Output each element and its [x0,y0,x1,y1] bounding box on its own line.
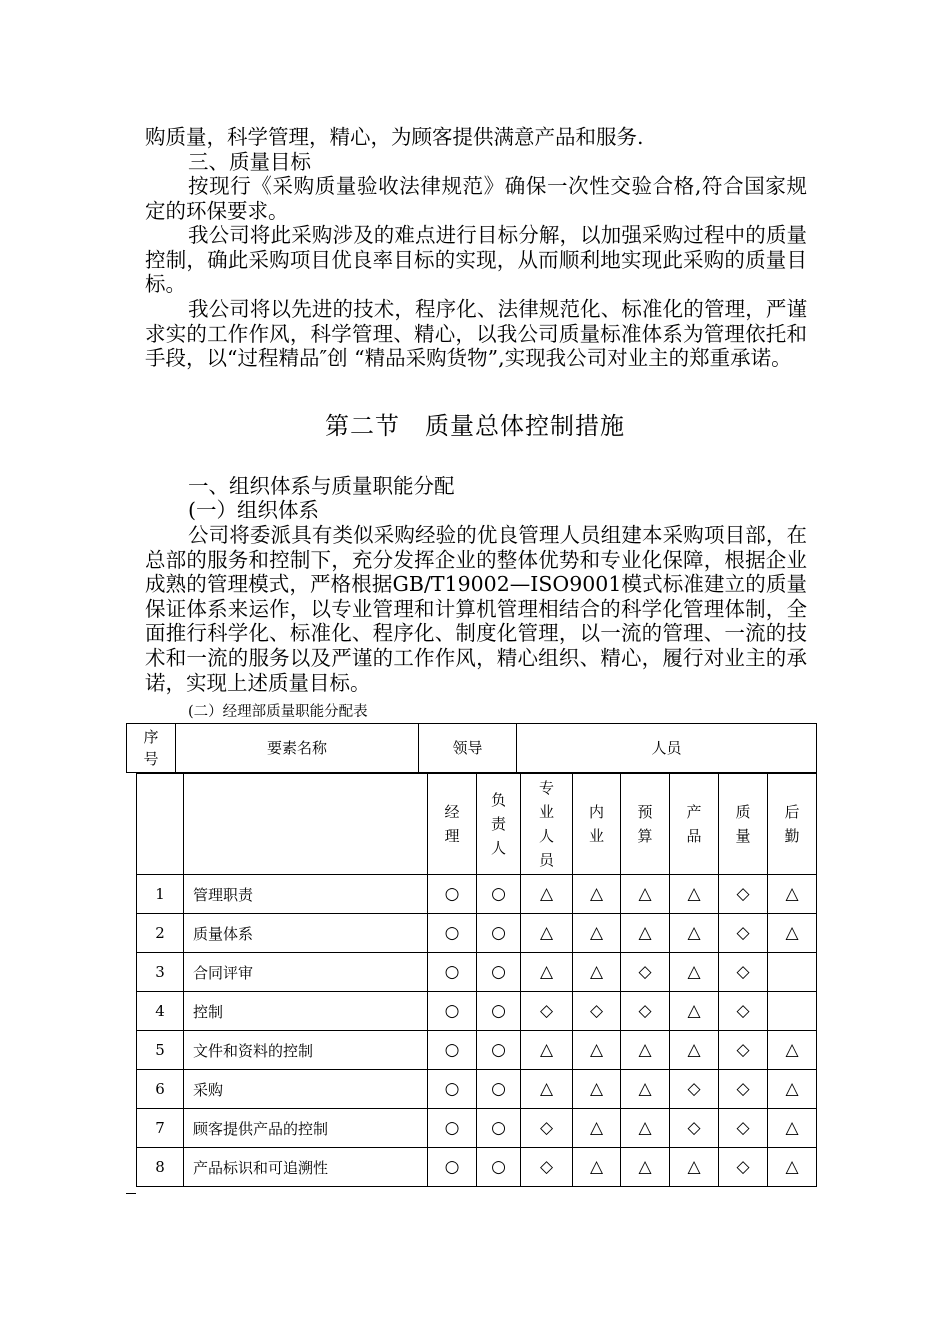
table-row [137,914,817,953]
row-number: 2 [137,914,184,953]
column-header: 预算 [621,774,670,875]
responsibility-mark: △ [768,1070,817,1109]
responsibility-mark: △ [521,953,573,992]
table-row [137,1148,817,1187]
table-row [137,953,817,992]
responsibility-mark: ◇ [719,1070,768,1109]
responsibility-mark: △ [621,1148,670,1187]
row-number: 3 [137,953,184,992]
responsibility-mark: △ [521,875,573,914]
header-staff: 人员 [517,724,817,773]
row-number: 7 [137,1109,184,1148]
responsibility-mark: △ [670,953,719,992]
column-header-row [137,774,817,875]
column-header: 经理 [428,774,477,875]
empty-cell [184,774,428,875]
header-name: 要素名称 [176,724,419,773]
column-header: 质量 [719,774,768,875]
table-group-header [126,723,817,773]
responsibility-mark: ◇ [670,1109,719,1148]
responsibility-mark: ◇ [719,1148,768,1187]
row-number: 5 [137,1031,184,1070]
responsibility-mark: △ [621,1109,670,1148]
heading-org-system: 一、组织体系与质量职能分配 [188,474,455,498]
responsibility-mark: ○ [477,992,521,1031]
responsibility-mark: △ [670,992,719,1031]
row-number: 4 [137,992,184,1031]
element-name: 文件和资料的控制 [184,1031,428,1070]
element-name: 管理职责 [184,875,428,914]
responsibility-mark: ○ [477,1148,521,1187]
responsibility-mark: △ [621,914,670,953]
responsibility-mark: △ [573,1148,621,1187]
responsibility-mark: △ [670,875,719,914]
responsibility-mark: ○ [428,1148,477,1187]
element-name: 控制 [184,992,428,1031]
responsibility-mark: △ [573,1031,621,1070]
responsibility-mark: ◇ [670,1070,719,1109]
responsibility-mark: △ [768,1148,817,1187]
responsibility-mark: ○ [428,914,477,953]
responsibility-mark: △ [521,1070,573,1109]
responsibility-mark: △ [521,914,573,953]
column-header: 内业 [573,774,621,875]
responsibility-mark: △ [768,1109,817,1148]
responsibility-mark: △ [573,1070,621,1109]
column-header: 产品 [670,774,719,875]
divider [126,1193,136,1194]
empty-cell [137,774,184,875]
row-number: 8 [137,1148,184,1187]
responsibility-mark: △ [670,1148,719,1187]
column-header: 负责人 [477,774,521,875]
responsibility-mark: ○ [428,1070,477,1109]
responsibility-mark: △ [768,914,817,953]
paragraph-continued: 购质量，科学管理，精心，为顾客提供满意产品和服务. [145,125,644,149]
responsibility-mark: △ [768,1031,817,1070]
table-row [137,1031,817,1070]
responsibility-mark: ◇ [719,992,768,1031]
responsibility-mark: ○ [477,914,521,953]
responsibility-mark: △ [670,914,719,953]
responsibility-mark: ◇ [719,875,768,914]
responsibility-mark: ○ [428,953,477,992]
section-title: 第二节 质量总体控制措施 [325,412,625,440]
responsibility-mark: ○ [428,1109,477,1148]
table-caption: (二）经理部质量职能分配表 [188,704,368,720]
header-no: 序号 [127,724,176,773]
responsibility-mark [768,953,817,992]
responsibility-mark: △ [573,953,621,992]
element-name: 质量体系 [184,914,428,953]
heading-quality-goal: 三、质量目标 [188,150,311,174]
responsibility-mark: △ [621,1031,670,1070]
responsibility-mark: ◇ [719,1109,768,1148]
header-leaders: 领导 [419,724,517,773]
responsibility-mark: ○ [428,1031,477,1070]
element-name: 采购 [184,1070,428,1109]
paragraph: 按现行《采购质量验收法律规范》确保一次性交验合格,符合国家规定的环保要求。 [145,174,807,223]
paragraph: 公司将委派具有类似采购经验的优良管理人员组建本采购项目部，在总部的服务和控制下，充分发挥企业的整体优势和专业化保障，根据企业成熟的管理模式，严格根据GB/T19002—ISO9001模式标准建立的质量保证体系来运作，以专业管理和计算机管理相结合的科学化管理体制，全面推行科学化、标准化、程序化、制度化管理，以一流的管理、一流的技术和一流的服务以及严谨的工作作风，精心组织、精心，履行对业主的承诺，实现上述质量目标。 [145,523,807,695]
paragraph: 我公司将以先进的技术，程序化、法律规范化、标准化的管理，严谨求实的工作作风，科学管理、精心，以我公司质量标准体系为管理依托和手段，以“过程精品″创 “精品采购货物”,实现我公司对业主的郑重承诺。 [145,297,807,371]
responsibility-mark: △ [621,1070,670,1109]
responsibility-mark: ○ [477,953,521,992]
element-name: 产品标识和可追溯性 [184,1148,428,1187]
responsibility-mark: ○ [477,1031,521,1070]
responsibility-mark [768,992,817,1031]
responsibility-mark: ◇ [573,992,621,1031]
paragraph: 我公司将此采购涉及的难点进行目标分解，以加强采购过程中的质量控制，确此采购项目优良率目标的实现，从而顺利地实现此采购的质量目标。 [145,223,807,297]
responsibility-mark: △ [573,914,621,953]
table-row [137,1109,817,1148]
function-allocation-table [136,773,817,1187]
column-header: 后勤 [768,774,817,875]
responsibility-mark: ◇ [521,1148,573,1187]
responsibility-mark: △ [521,1031,573,1070]
responsibility-mark: △ [573,1109,621,1148]
column-header: 专业人员 [521,774,573,875]
table-row [137,1070,817,1109]
responsibility-mark: ◇ [621,992,670,1031]
responsibility-mark: ◇ [719,1031,768,1070]
responsibility-mark: ○ [428,992,477,1031]
responsibility-mark: △ [573,875,621,914]
responsibility-mark: ○ [477,1070,521,1109]
responsibility-mark: ◇ [621,953,670,992]
responsibility-mark: ○ [477,875,521,914]
table-row [137,875,817,914]
element-name: 合同评审 [184,953,428,992]
subheading-org-system: (一）组织体系 [188,498,319,522]
responsibility-mark: ◇ [719,953,768,992]
responsibility-mark: ◇ [521,992,573,1031]
responsibility-mark: ◇ [521,1109,573,1148]
responsibility-mark: △ [621,875,670,914]
responsibility-mark: ◇ [719,914,768,953]
responsibility-mark: ○ [477,1109,521,1148]
row-number: 6 [137,1070,184,1109]
table-row [137,992,817,1031]
element-name: 顾客提供产品的控制 [184,1109,428,1148]
row-number: 1 [137,875,184,914]
responsibility-mark: △ [768,875,817,914]
responsibility-mark: △ [670,1031,719,1070]
responsibility-mark: ○ [428,875,477,914]
